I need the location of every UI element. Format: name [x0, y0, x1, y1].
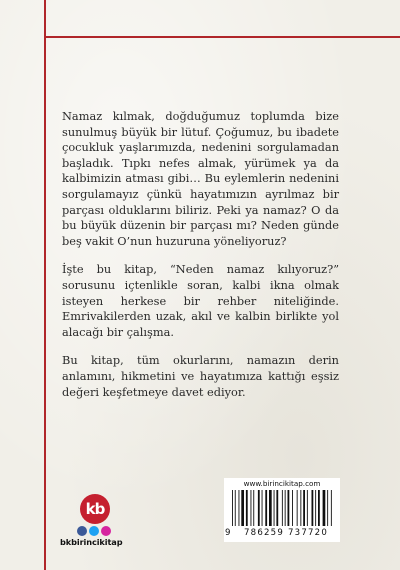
- barcode-bar: [307, 490, 308, 526]
- barcode-bar: [274, 490, 275, 526]
- barcode-bar: [300, 490, 301, 526]
- red-frame-vertical-line: [44, 0, 46, 570]
- barcode-bar: [312, 490, 314, 526]
- isbn-group-2: 737720: [288, 528, 329, 538]
- barcode-bar: [292, 490, 293, 526]
- barcode-bar: [265, 490, 267, 526]
- blurb-paragraph-3: Bu kitap, tüm okurlarını, namazın derin anlamını, hikmetini ve hayatımıza kattığı eşsiz değeri keşfetmeye davet ediyor.: [62, 353, 339, 399]
- barcode-bar: [303, 490, 305, 526]
- barcode-bars: [228, 490, 336, 528]
- barcode-bar: [241, 490, 244, 526]
- blurb: [62, 109, 339, 413]
- publisher-logo: [80, 494, 110, 524]
- barcode-bar: [239, 490, 240, 526]
- barcode-bar: [327, 490, 328, 526]
- barcode-bar: [246, 490, 248, 526]
- barcode-bar: [318, 490, 320, 526]
- publisher-handle: bkbirincikitap: [60, 537, 123, 547]
- barcode-bar: [253, 490, 254, 526]
- barcode-bar: [288, 490, 290, 526]
- barcode-bar: [258, 490, 260, 526]
- blurb-paragraph-1: Namaz kılmak, doğduğumuz toplumda bize sunulmuş büyük bir lütuf. Çoğumuz, bu ibadete çocukluk yaşlarımızda, nedenini sorgulamadan başladık. Tıpkı nefes almak, yürümek ya da kalbimizin atması gibi… Bu eylemlerin nedenini sorgulamayız çünkü hayatımızın ayrılmaz bir parçası olduklarını biliriz. Peki ya namaz? O da bu büyük düzenin bir parçası mı? Neden günde beş vakit O’nun huzuruna yöneliyoruz?: [62, 109, 339, 248]
- barcode-bar: [262, 490, 263, 526]
- publisher-website[interactable]: www.birincikitap.com: [243, 479, 321, 488]
- blurb-paragraph-2: İşte bu kitap, “Neden namaz kılıyoruz?” sorusunu içtenlikle soran, kalbi ikna olmak isteyen herkese bir rehber niteliğinde. Emrivakilerden uzak, akıl ve kalbin birlikte yol alacağı bir çalışma.: [62, 262, 339, 339]
- barcode-bar: [315, 490, 316, 526]
- red-frame-horizontal-line: [44, 36, 400, 38]
- isbn-group-1: 786259: [244, 528, 285, 538]
- barcode-bar: [285, 490, 286, 526]
- svg-text:kb: kb: [85, 500, 105, 518]
- isbn-lead-digit: 9: [225, 528, 231, 538]
- barcode-bar: [251, 490, 252, 526]
- publisher-logo-block: [60, 494, 126, 547]
- barcode-bar: [235, 490, 236, 526]
- facebook-icon[interactable]: [77, 526, 87, 536]
- kb-logo-icon: [82, 496, 108, 522]
- twitter-icon[interactable]: [89, 526, 99, 536]
- barcode-bar: [276, 490, 278, 526]
- barcode-bar: [232, 490, 233, 526]
- social-icons: [77, 526, 126, 536]
- isbn-barcode: [224, 478, 340, 542]
- barcode-bar: [269, 490, 272, 526]
- barcode-bar: [331, 490, 332, 526]
- barcode-bar: [323, 490, 326, 526]
- instagram-icon[interactable]: [101, 526, 111, 536]
- barcode-bar: [282, 490, 283, 526]
- barcode-bar: [297, 490, 298, 526]
